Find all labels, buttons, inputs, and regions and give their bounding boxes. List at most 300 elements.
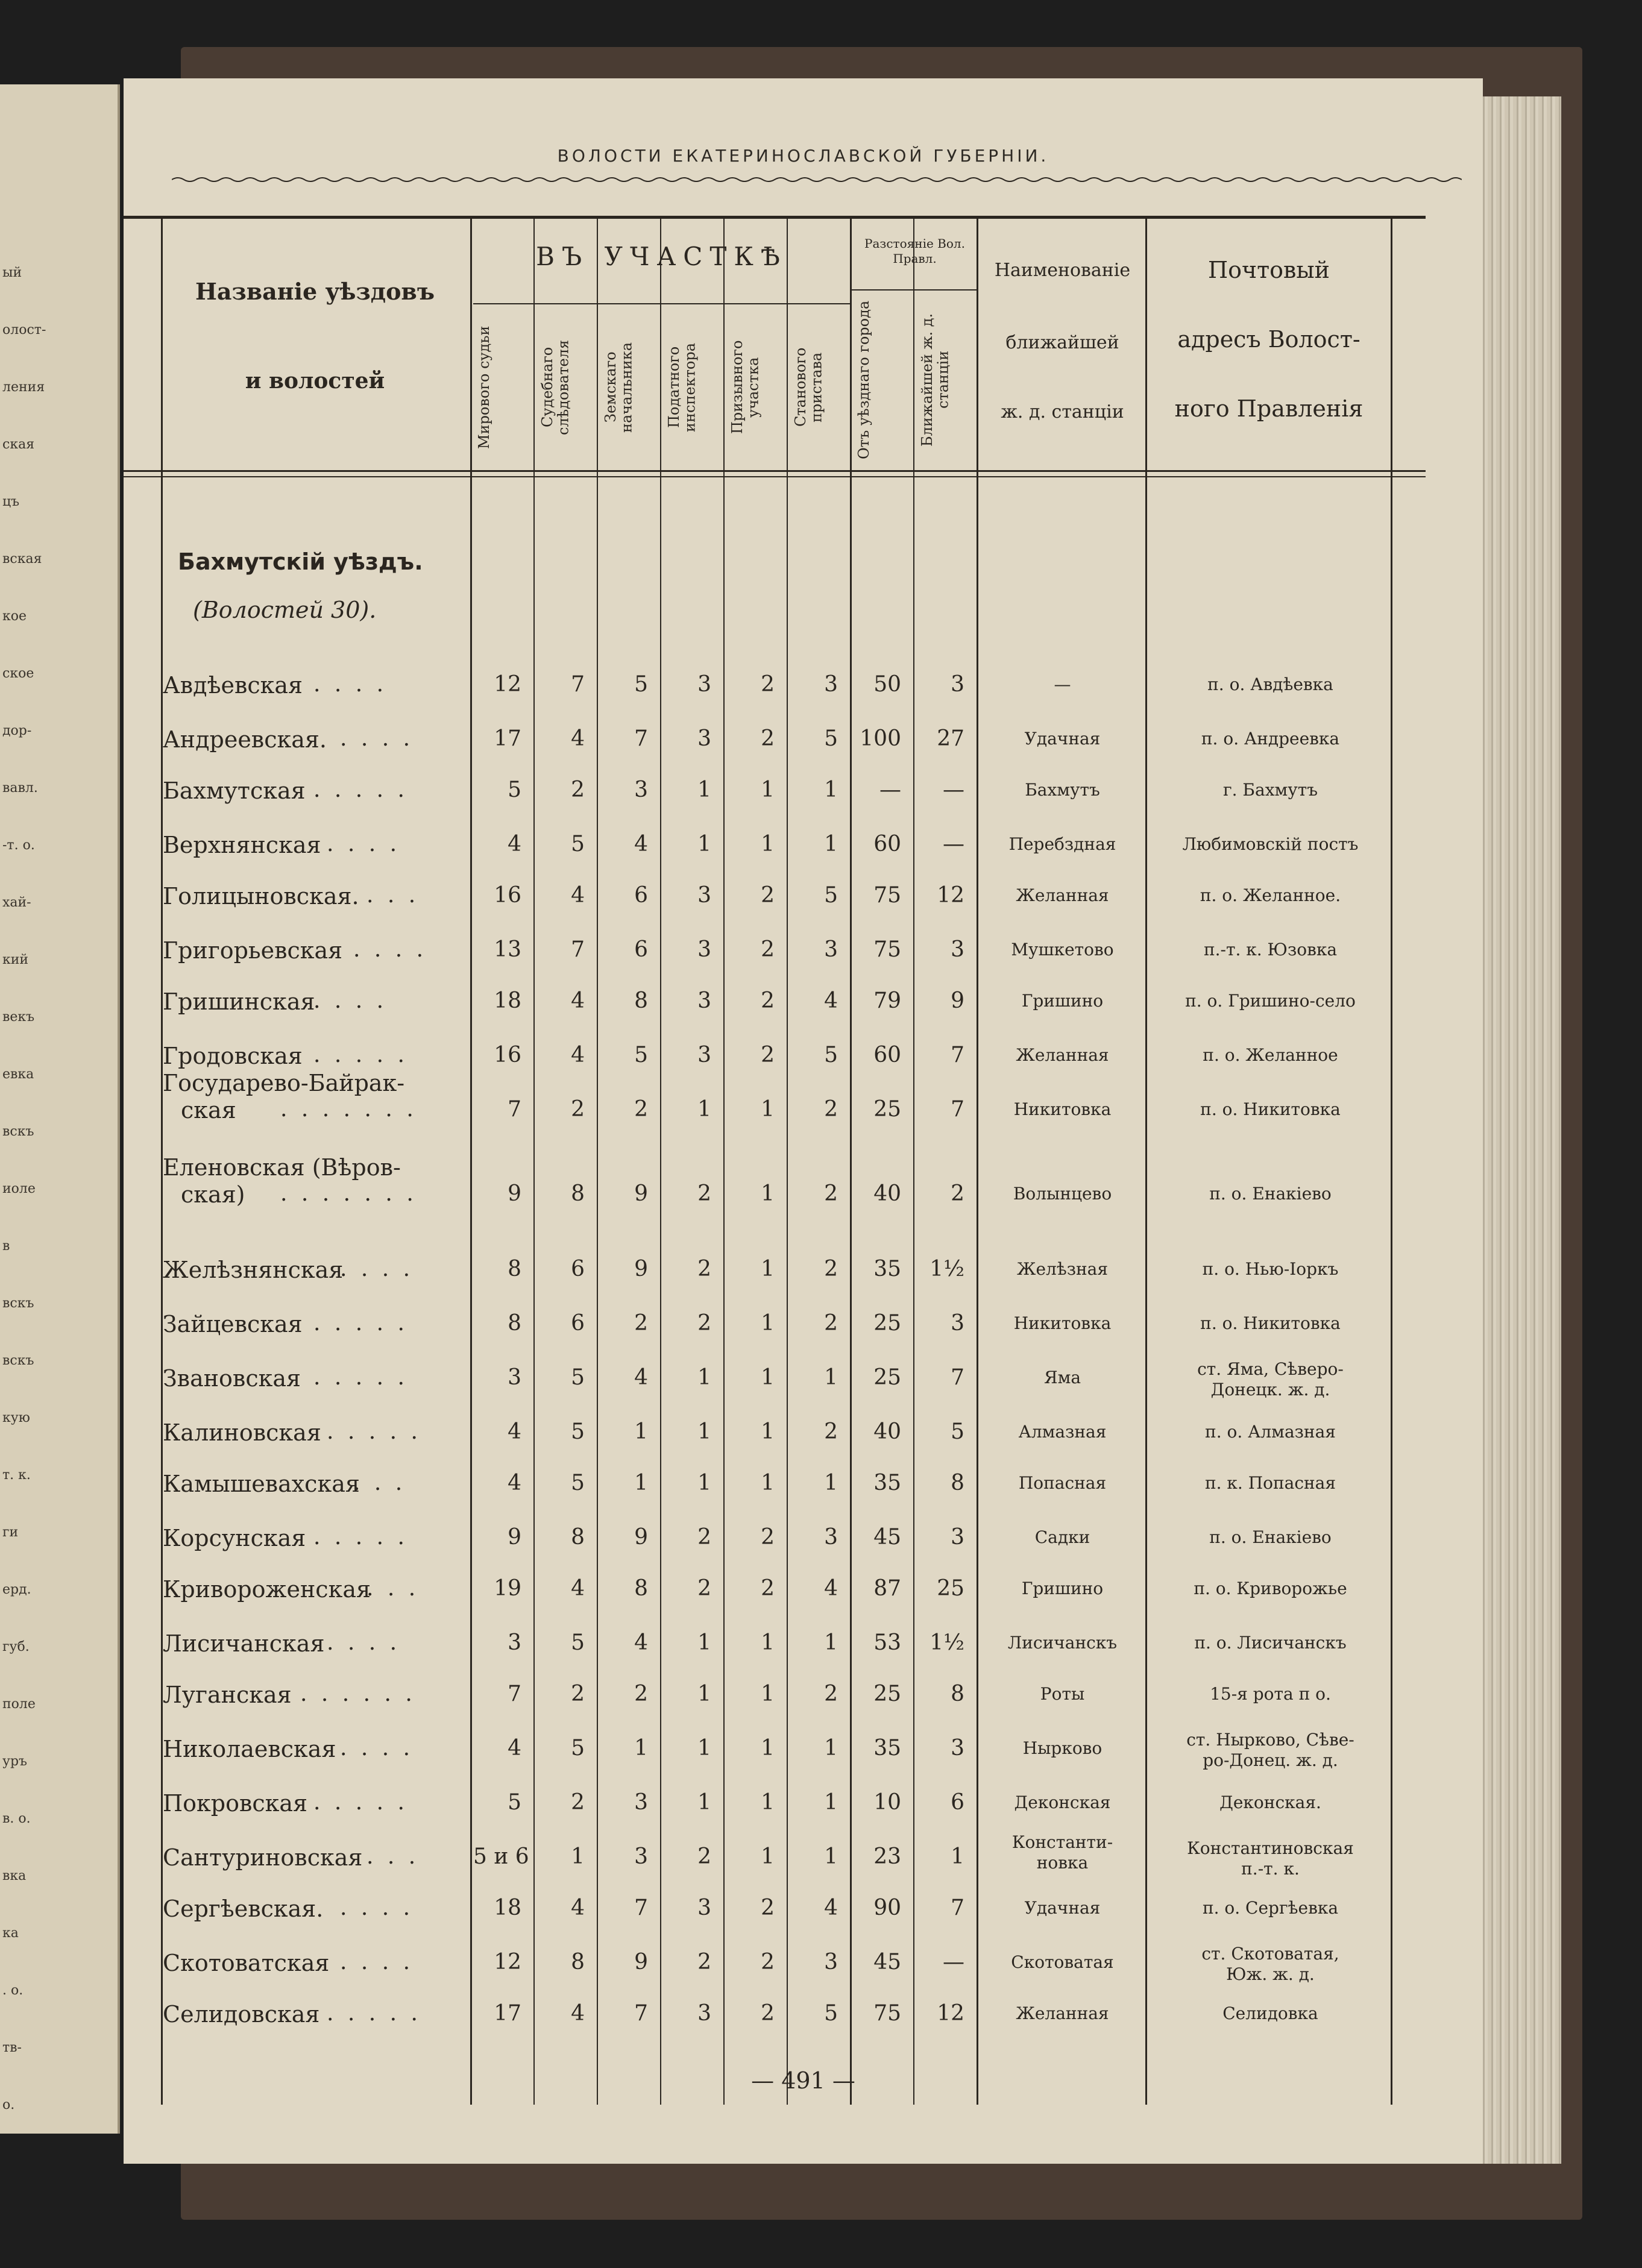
page xyxy=(124,78,1483,2164)
row-value-c5: 2 xyxy=(761,672,775,697)
row-value-d2: 12 xyxy=(937,883,964,908)
row-leader-dots: . . . . xyxy=(340,1896,414,1920)
left-page-fragment: дор- xyxy=(2,723,32,738)
row-value-c2: 4 xyxy=(571,2001,585,2026)
row-value-c4: 3 xyxy=(697,1043,711,1067)
row-value-c2: 4 xyxy=(571,1576,585,1601)
row-value-c2: 2 xyxy=(571,1790,585,1815)
row-station: Садки xyxy=(1034,1527,1090,1547)
row-leader-dots: . . . . . xyxy=(313,1365,408,1390)
row-value-c5: 2 xyxy=(761,988,775,1013)
row-value-c1: 4 xyxy=(508,1419,521,1444)
row-station: Желѣзная xyxy=(1017,1259,1108,1279)
row-value-c4: 2 xyxy=(697,1181,711,1206)
row-value-d2: 1½ xyxy=(930,1630,964,1655)
left-page-fragment: поле xyxy=(2,1697,36,1712)
row-post-address: п. о. Желанное xyxy=(1203,1045,1338,1065)
row-name: Селидовская xyxy=(163,2001,320,2028)
row-value-c6: 3 xyxy=(824,1525,838,1550)
row-name: Калиновская xyxy=(163,1419,321,1446)
left-page-fragment: кую xyxy=(2,1410,30,1425)
row-station: Желанная xyxy=(1016,1045,1109,1065)
row-value-d1: 45 xyxy=(873,1525,901,1550)
row-value-c1: 3 xyxy=(508,1630,521,1655)
col-rule xyxy=(787,218,788,2105)
row-value-c6: 2 xyxy=(824,1257,838,1281)
row-post-address: п. о. Гришино-село xyxy=(1185,991,1356,1011)
row-value-c1: 16 xyxy=(494,883,521,908)
row-value-c4: 1 xyxy=(697,1471,711,1495)
row-value-d1: 90 xyxy=(873,1896,901,1920)
row-value-c6: 2 xyxy=(824,1682,838,1706)
section-subtitle: (Волостей 30). xyxy=(193,597,377,623)
row-value-c1: 7 xyxy=(508,1097,521,1122)
left-page-fragment: вскъ xyxy=(2,1124,34,1139)
row-post-address: п. к. Попасная xyxy=(1204,1473,1336,1493)
header-name-line2: и волостей xyxy=(245,368,385,394)
row-value-d2: — xyxy=(943,1950,964,1974)
row-value-c6: 1 xyxy=(824,777,838,802)
left-page-fragment: ги xyxy=(2,1525,19,1540)
row-station: Никитовка xyxy=(1013,1313,1112,1333)
row-station: Удачная xyxy=(1024,1898,1101,1918)
row-value-d1: 60 xyxy=(873,832,901,856)
row-value-c4: 1 xyxy=(697,1365,711,1390)
row-name: Григорьевская xyxy=(163,937,343,964)
row-value-c2: 1 xyxy=(571,1844,585,1869)
row-value-c1: 16 xyxy=(494,1043,521,1067)
row-name: Авдѣевская xyxy=(163,672,303,699)
decorative-rule xyxy=(172,175,1462,184)
running-head: ВОЛОСТИ ЕКАТЕРИНОСЛАВСКОЙ ГУБЕРНІИ. xyxy=(557,146,1049,166)
row-value-d2: 7 xyxy=(951,1097,964,1122)
row-value-d1: 50 xyxy=(873,672,901,697)
header-post-line1: Почтовый xyxy=(1207,257,1330,283)
row-leader-dots: . . . . xyxy=(313,672,388,697)
left-page-fragment: вавл. xyxy=(2,781,38,796)
header-group-uchastke: ВЪ УЧАСТКѢ xyxy=(536,242,787,271)
row-value-c3: 1 xyxy=(634,1471,648,1495)
row-value-c6: 1 xyxy=(824,1736,838,1761)
row-value-c5: 1 xyxy=(761,832,775,856)
row-value-c5: 2 xyxy=(761,937,775,962)
row-value-d2: 9 xyxy=(951,988,964,1013)
row-value-c1: 19 xyxy=(494,1576,521,1601)
row-post-address: п. о. Лисичанскъ xyxy=(1194,1633,1347,1653)
row-station: Лисичанскъ xyxy=(1007,1633,1118,1653)
row-value-c3: 9 xyxy=(634,1950,648,1974)
row-station: Перебздная xyxy=(1008,834,1116,854)
left-page-fragment: в xyxy=(2,1239,10,1254)
left-page-fragment: -т. о. xyxy=(2,838,35,853)
row-post-address: ст. Нырково, Сѣве- xyxy=(1186,1730,1354,1750)
row-value-c3: 2 xyxy=(634,1682,648,1706)
row-value-c3: 1 xyxy=(634,1419,648,1444)
row-value-c4: 3 xyxy=(697,883,711,908)
row-value-c1: 4 xyxy=(508,1736,521,1761)
row-value-c1: 17 xyxy=(494,726,521,751)
row-value-c6: 2 xyxy=(824,1419,838,1444)
header-group-distance: Разстояніе Вол. Правл. xyxy=(864,236,965,266)
row-value-c2: 2 xyxy=(571,777,585,802)
row-value-c3: 8 xyxy=(634,1576,648,1601)
row-name: Камышевахская xyxy=(163,1471,360,1497)
row-value-d2: 6 xyxy=(951,1790,964,1815)
row-leader-dots: . . . . xyxy=(327,832,401,856)
col-rule xyxy=(723,218,725,2105)
left-page-fragment: иоле xyxy=(2,1181,36,1196)
row-value-c4: 1 xyxy=(697,1682,711,1706)
row-value-c3: 7 xyxy=(634,1896,648,1920)
row-value-d2: 5 xyxy=(951,1419,964,1444)
row-name: Государево-Байрак- xyxy=(163,1070,405,1096)
left-page-fragment: ления xyxy=(2,380,45,395)
col-rule xyxy=(913,218,914,2105)
row-value-c4: 3 xyxy=(697,937,711,962)
row-value-d2: 8 xyxy=(951,1682,964,1706)
row-value-d2: 1 xyxy=(951,1844,964,1869)
row-value-c2: 6 xyxy=(571,1311,585,1336)
row-value-c2: 5 xyxy=(571,1419,585,1444)
row-value-d2: 7 xyxy=(951,1043,964,1067)
col-rule xyxy=(660,218,661,2105)
row-value-c6: 1 xyxy=(824,1844,838,1869)
row-name: Гродовская xyxy=(163,1043,303,1069)
row-station: — xyxy=(1054,674,1071,694)
row-value-c1: 17 xyxy=(494,2001,521,2026)
row-value-c3: 9 xyxy=(634,1525,648,1550)
row-value-c1: 18 xyxy=(494,1896,521,1920)
row-value-c4: 1 xyxy=(697,1419,711,1444)
left-page-fragment: ка xyxy=(2,1926,19,1941)
row-value-d2: 27 xyxy=(937,726,964,751)
row-value-d1: 25 xyxy=(873,1311,901,1336)
row-value-c1: 18 xyxy=(494,988,521,1013)
row-value-c3: 3 xyxy=(634,1790,648,1815)
row-station: Яма xyxy=(1043,1368,1081,1387)
row-value-c6: 5 xyxy=(824,2001,838,2026)
row-name: Звановская xyxy=(163,1365,301,1392)
left-page-fragment: вскъ xyxy=(2,1296,34,1311)
left-page-fragment: вскъ xyxy=(2,1353,34,1368)
row-value-c6: 4 xyxy=(824,1896,838,1920)
row-value-d1: 45 xyxy=(873,1950,901,1974)
folio: — 491 — xyxy=(751,2067,855,2094)
row-value-d2: 8 xyxy=(951,1471,964,1495)
row-leader-dots: . . . xyxy=(366,1844,420,1869)
row-value-c5: 1 xyxy=(761,1844,775,1869)
row-value-c2: 5 xyxy=(571,832,585,856)
col-rule xyxy=(1145,218,1147,2105)
header-col-investigator: Судебнаго слѣдователя xyxy=(539,339,572,435)
col-rule xyxy=(1391,218,1392,2105)
row-value-c6: 5 xyxy=(824,726,838,751)
left-page-fragment: в. о. xyxy=(2,1811,31,1826)
row-value-c4: 1 xyxy=(697,1736,711,1761)
left-page-fragment: кий xyxy=(2,952,29,967)
row-name: Сантуриновская xyxy=(163,1844,363,1871)
col-rule xyxy=(977,218,978,2105)
header-post-line2: адресъ Волост- xyxy=(1177,326,1360,353)
row-value-c4: 3 xyxy=(697,2001,711,2026)
left-page-fragment: хай- xyxy=(2,895,31,910)
row-value-c2: 6 xyxy=(571,1257,585,1281)
row-post-address: п. о. Енакіево xyxy=(1209,1527,1332,1547)
row-value-c4: 1 xyxy=(697,832,711,856)
row-name-cont: ская) xyxy=(181,1181,245,1208)
row-post-address: п. о. Никитовка xyxy=(1200,1313,1341,1333)
header-bottom-rule xyxy=(124,476,1426,477)
row-value-c3: 6 xyxy=(634,883,648,908)
row-value-c3: 8 xyxy=(634,988,648,1013)
row-value-c5: 2 xyxy=(761,1896,775,1920)
header-station-line1: Наименованіе xyxy=(994,260,1131,281)
left-page-fragment: кое xyxy=(2,609,27,624)
row-value-c4: 3 xyxy=(697,726,711,751)
row-value-d1: 40 xyxy=(873,1419,901,1444)
row-post-address: г. Бахмутъ xyxy=(1222,780,1318,800)
row-leader-dots: . . . . xyxy=(340,1950,414,1974)
row-station: Желанная xyxy=(1016,885,1109,905)
row-value-c6: 3 xyxy=(824,672,838,697)
row-station: Гришино xyxy=(1021,1578,1104,1598)
row-value-d1: 10 xyxy=(873,1790,901,1815)
row-value-c6: 4 xyxy=(824,988,838,1013)
row-name-cont: ская xyxy=(181,1097,236,1123)
left-page-fragment: векъ xyxy=(2,1010,35,1025)
row-leader-dots: . . . . . . xyxy=(300,1682,416,1706)
row-station: Желанная xyxy=(1016,2003,1109,2023)
left-page-fragment: губ. xyxy=(2,1639,30,1654)
header-col-from-town: Отъ уѣзднаго города xyxy=(855,300,872,459)
row-leader-dots: . . . . xyxy=(340,1736,414,1761)
header-col-tax: Податного инспектора xyxy=(665,342,699,432)
row-value-c4: 2 xyxy=(697,1525,711,1550)
row-value-c2: 7 xyxy=(571,937,585,962)
row-value-c4: 3 xyxy=(697,672,711,697)
row-value-c1: 4 xyxy=(508,1471,521,1495)
row-value-d1: 35 xyxy=(873,1257,901,1281)
row-value-c6: 2 xyxy=(824,1097,838,1122)
row-value-c1: 5 и 6 xyxy=(473,1844,529,1869)
row-leader-dots: . . . xyxy=(366,1576,420,1601)
row-post-address: Любимовскій постъ xyxy=(1182,834,1359,854)
row-name: Еленовская (Вѣров- xyxy=(163,1154,401,1181)
row-value-c2: 4 xyxy=(571,1043,585,1067)
row-value-c5: 2 xyxy=(761,1043,775,1067)
row-value-c6: 1 xyxy=(824,1471,838,1495)
left-page-fragment: уръ xyxy=(2,1754,28,1769)
row-value-c2: 2 xyxy=(571,1682,585,1706)
row-value-d2: 3 xyxy=(951,672,964,697)
row-value-c5: 1 xyxy=(761,1790,775,1815)
row-value-c3: 2 xyxy=(634,1097,648,1122)
left-page-fragment: ерд. xyxy=(2,1582,31,1597)
row-value-c3: 7 xyxy=(634,2001,648,2026)
row-value-c1: 9 xyxy=(508,1181,521,1206)
row-value-c1: 8 xyxy=(508,1257,521,1281)
header-col-draft: Призывного участка xyxy=(729,340,762,435)
row-station: Нырково xyxy=(1022,1738,1103,1758)
row-name: Желѣзнянская xyxy=(163,1257,344,1283)
row-value-d1: 79 xyxy=(873,988,901,1013)
row-post-address: п. о. Авдѣевка xyxy=(1207,674,1333,694)
row-value-d1: — xyxy=(879,777,901,802)
row-post-address: Деконская. xyxy=(1219,1792,1321,1812)
row-value-d1: 75 xyxy=(873,883,901,908)
row-post-address: п. о. Желанное. xyxy=(1200,885,1341,905)
left-page-fragment: ское xyxy=(2,666,34,681)
row-value-c3: 4 xyxy=(634,1630,648,1655)
row-station: Роты xyxy=(1040,1684,1085,1704)
row-post-address-cont: Юж. ж. д. xyxy=(1226,1964,1315,1984)
row-post-address: ст. Скотоватая, xyxy=(1201,1944,1339,1964)
row-value-c2: 4 xyxy=(571,1896,585,1920)
row-value-d1: 53 xyxy=(873,1630,901,1655)
col-rule xyxy=(850,218,852,2105)
row-name: Андреевская. xyxy=(163,726,327,753)
row-leader-dots: . . . . . xyxy=(327,2001,421,2026)
row-station: Никитовка xyxy=(1013,1099,1112,1119)
row-value-c1: 12 xyxy=(494,672,521,697)
row-name: Зайцевская xyxy=(163,1311,303,1337)
row-value-c3: 3 xyxy=(634,777,648,802)
row-value-c6: 4 xyxy=(824,1576,838,1601)
row-post-address: п. о. Никитовка xyxy=(1200,1099,1341,1119)
row-value-c4: 2 xyxy=(697,1311,711,1336)
group-rule xyxy=(473,303,850,304)
row-leader-dots: . . . xyxy=(353,1471,406,1495)
row-value-c4: 2 xyxy=(697,1257,711,1281)
row-station: Константи- xyxy=(1011,1832,1113,1852)
row-name: Лисичанская xyxy=(163,1630,325,1657)
row-value-c6: 3 xyxy=(824,1950,838,1974)
row-value-c4: 2 xyxy=(697,1576,711,1601)
row-value-d2: — xyxy=(943,832,964,856)
row-leader-dots: . . . . . xyxy=(313,1790,408,1815)
row-value-d2: 7 xyxy=(951,1896,964,1920)
row-station: Мушкетово xyxy=(1011,940,1114,960)
row-station: Попасная xyxy=(1018,1473,1107,1493)
row-value-d1: 25 xyxy=(873,1097,901,1122)
row-value-c1: 12 xyxy=(494,1950,521,1974)
row-value-c5: 1 xyxy=(761,1311,775,1336)
header-post-line3: ного Правленія xyxy=(1174,395,1364,422)
row-value-c2: 4 xyxy=(571,988,585,1013)
row-value-c4: 2 xyxy=(697,1950,711,1974)
row-station: Деконская xyxy=(1014,1792,1111,1812)
header-col-judge: Мирового судьи xyxy=(476,325,492,449)
row-value-d2: 3 xyxy=(951,1311,964,1336)
row-value-d1: 25 xyxy=(873,1682,901,1706)
row-value-c2: 5 xyxy=(571,1630,585,1655)
row-value-c5: 1 xyxy=(761,1257,775,1281)
row-name: Голицыновская. xyxy=(163,883,359,909)
row-value-d2: 3 xyxy=(951,937,964,962)
row-value-d2: 3 xyxy=(951,1525,964,1550)
row-station: Волынцево xyxy=(1013,1184,1112,1204)
row-value-d2: 12 xyxy=(937,2001,964,2026)
row-leader-dots: . . . . xyxy=(340,726,414,751)
row-value-d1: 25 xyxy=(873,1365,901,1390)
row-value-c3: 9 xyxy=(634,1181,648,1206)
row-value-d1: 75 xyxy=(873,2001,901,2026)
row-value-c1: 8 xyxy=(508,1311,521,1336)
row-value-c4: 2 xyxy=(697,1844,711,1869)
row-post-address: п. о. Енакіево xyxy=(1209,1184,1332,1204)
col-rule xyxy=(597,218,598,2105)
row-post-address: п. о. Сергѣевка xyxy=(1202,1898,1339,1918)
row-leader-dots: . . . xyxy=(366,883,420,908)
row-name: Кривороженская xyxy=(163,1576,371,1603)
row-value-c5: 1 xyxy=(761,1682,775,1706)
row-value-c5: 2 xyxy=(761,1576,775,1601)
row-value-c6: 2 xyxy=(824,1181,838,1206)
row-value-c5: 2 xyxy=(761,1950,775,1974)
row-leader-dots: . . . . . xyxy=(313,1525,408,1550)
row-post-address: Константиновская xyxy=(1187,1838,1354,1858)
row-leader-dots: . . . . xyxy=(353,937,427,962)
header-col-stanovoy: Станового пристава xyxy=(792,347,825,427)
row-value-c6: 1 xyxy=(824,1790,838,1815)
page-edges xyxy=(1471,96,1561,2164)
header-name-line1: Названіе уѣздовъ xyxy=(195,278,435,305)
row-value-c6: 5 xyxy=(824,883,838,908)
row-value-d2: 3 xyxy=(951,1736,964,1761)
row-post-address: п. о. Андреевка xyxy=(1201,729,1340,749)
row-leader-dots: . . . . . xyxy=(327,1419,421,1444)
row-post-address: 15-я рота п о. xyxy=(1210,1684,1331,1704)
row-value-c3: 4 xyxy=(634,1365,648,1390)
row-station: Алмазная xyxy=(1018,1422,1107,1442)
row-value-c5: 2 xyxy=(761,883,775,908)
row-value-c1: 4 xyxy=(508,832,521,856)
row-value-c5: 1 xyxy=(761,1419,775,1444)
row-post-address: п. о. Алмазная xyxy=(1205,1422,1336,1442)
header-station-line2: ближайшей xyxy=(1005,332,1119,353)
row-value-c2: 5 xyxy=(571,1365,585,1390)
left-page-fragment: . о. xyxy=(2,1983,24,1998)
row-value-c4: 1 xyxy=(697,1790,711,1815)
row-value-c6: 1 xyxy=(824,1365,838,1390)
row-post-address-cont: п.-т. к. xyxy=(1241,1859,1300,1879)
row-value-c3: 2 xyxy=(634,1311,648,1336)
row-value-c3: 5 xyxy=(634,672,648,697)
row-value-d1: 87 xyxy=(873,1576,901,1601)
left-page-fragment: т. к. xyxy=(2,1468,31,1483)
row-value-c5: 1 xyxy=(761,1181,775,1206)
row-value-c1: 9 xyxy=(508,1525,521,1550)
row-post-address-cont: ро-Донец. ж. д. xyxy=(1203,1750,1338,1770)
row-leader-dots: . . . . xyxy=(313,988,388,1013)
left-page-fragment: ый xyxy=(2,265,22,280)
row-value-d1: 100 xyxy=(860,726,901,751)
row-value-d1: 35 xyxy=(873,1736,901,1761)
row-value-d2: — xyxy=(943,777,964,802)
row-value-c2: 8 xyxy=(571,1525,585,1550)
left-page-fragment: цъ xyxy=(2,494,20,509)
row-station: Скотоватая xyxy=(1011,1952,1114,1972)
row-value-c6: 3 xyxy=(824,937,838,962)
row-value-c5: 2 xyxy=(761,1525,775,1550)
left-page-fragment: тв- xyxy=(2,2040,22,2055)
row-station: Бахмутъ xyxy=(1025,780,1100,800)
row-value-d2: 1½ xyxy=(930,1257,964,1281)
row-value-d1: 35 xyxy=(873,1471,901,1495)
row-value-c4: 3 xyxy=(697,1896,711,1920)
row-value-c1: 13 xyxy=(494,937,521,962)
row-value-c3: 9 xyxy=(634,1257,648,1281)
